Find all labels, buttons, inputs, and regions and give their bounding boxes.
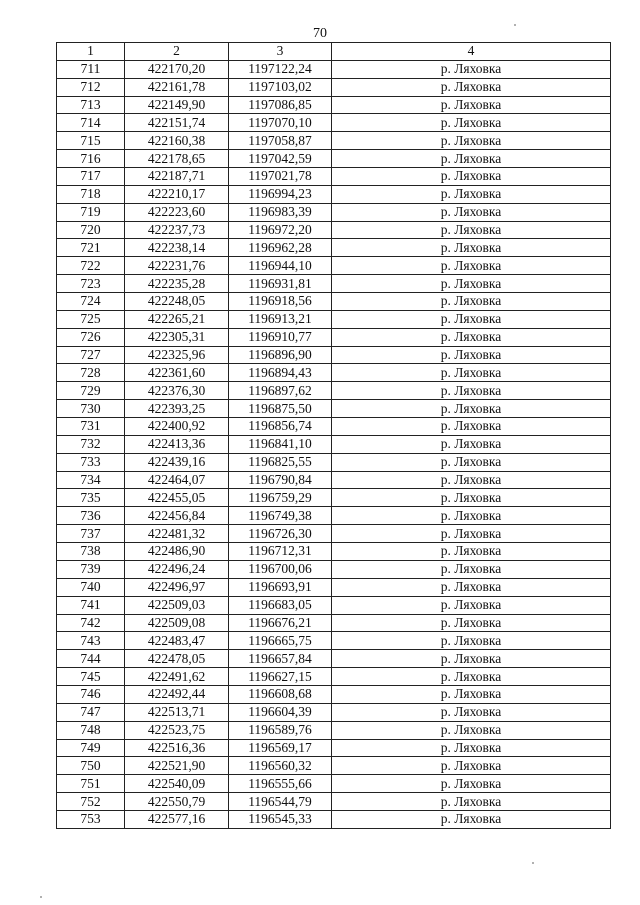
description-cell: р. Ляховка	[332, 668, 611, 686]
description-cell: р. Ляховка	[332, 310, 611, 328]
table-row	[57, 471, 611, 489]
point-number-cell: 742	[57, 614, 125, 632]
table-row	[57, 543, 611, 561]
point-number-cell: 723	[57, 275, 125, 293]
description-cell: р. Ляховка	[332, 489, 611, 507]
description-cell: р. Ляховка	[332, 596, 611, 614]
point-number-cell: 734	[57, 471, 125, 489]
page-number: 70	[313, 26, 327, 41]
x-coordinate-cell: 422439,16	[125, 453, 229, 471]
description-cell: р. Ляховка	[332, 739, 611, 757]
point-number-cell: 729	[57, 382, 125, 400]
x-coordinate-cell: 422550,79	[125, 793, 229, 811]
y-coordinate-cell: 1196875,50	[229, 400, 332, 418]
table-header-row	[57, 43, 611, 61]
point-number-cell: 740	[57, 578, 125, 596]
description-cell: р. Ляховка	[332, 703, 611, 721]
table-row	[57, 150, 611, 168]
y-coordinate-cell: 1197086,85	[229, 96, 332, 114]
point-number-cell: 730	[57, 400, 125, 418]
x-coordinate-cell: 422248,05	[125, 293, 229, 311]
x-coordinate-cell: 422161,78	[125, 78, 229, 96]
x-coordinate-cell: 422478,05	[125, 650, 229, 668]
point-number-cell: 736	[57, 507, 125, 525]
x-coordinate-cell: 422210,17	[125, 185, 229, 203]
y-coordinate-cell: 1196759,29	[229, 489, 332, 507]
point-number-cell: 712	[57, 78, 125, 96]
y-coordinate-cell: 1196589,76	[229, 721, 332, 739]
x-coordinate-cell: 422509,08	[125, 614, 229, 632]
table-row	[57, 78, 611, 96]
x-coordinate-cell: 422577,16	[125, 810, 229, 828]
y-coordinate-cell: 1196683,05	[229, 596, 332, 614]
point-number-cell: 721	[57, 239, 125, 257]
table-row	[57, 721, 611, 739]
point-number-cell: 748	[57, 721, 125, 739]
x-coordinate-cell: 422325,96	[125, 346, 229, 364]
description-cell: р. Ляховка	[332, 150, 611, 168]
point-number-cell: 727	[57, 346, 125, 364]
y-coordinate-cell: 1196693,91	[229, 578, 332, 596]
point-number-cell: 719	[57, 203, 125, 221]
table-row	[57, 453, 611, 471]
table-row	[57, 364, 611, 382]
description-cell: р. Ляховка	[332, 614, 611, 632]
y-coordinate-cell: 1196604,39	[229, 703, 332, 721]
point-number-cell: 725	[57, 310, 125, 328]
table-row	[57, 668, 611, 686]
description-cell: р. Ляховка	[332, 293, 611, 311]
y-coordinate-cell: 1196931,81	[229, 275, 332, 293]
description-cell: р. Ляховка	[332, 78, 611, 96]
point-number-cell: 744	[57, 650, 125, 668]
table-row	[57, 275, 611, 293]
y-coordinate-cell: 1196712,31	[229, 543, 332, 561]
point-number-cell: 720	[57, 221, 125, 239]
point-number-cell: 718	[57, 185, 125, 203]
point-number-cell: 752	[57, 793, 125, 811]
table-row	[57, 96, 611, 114]
x-coordinate-cell: 422483,47	[125, 632, 229, 650]
point-number-cell: 732	[57, 435, 125, 453]
point-number-cell: 741	[57, 596, 125, 614]
description-cell: р. Ляховка	[332, 96, 611, 114]
table-row	[57, 203, 611, 221]
description-cell: р. Ляховка	[332, 650, 611, 668]
y-coordinate-cell: 1196994,23	[229, 185, 332, 203]
table-row	[57, 239, 611, 257]
description-cell: р. Ляховка	[332, 185, 611, 203]
x-coordinate-cell: 422496,97	[125, 578, 229, 596]
y-coordinate-cell: 1196555,66	[229, 775, 332, 793]
x-coordinate-cell: 422540,09	[125, 775, 229, 793]
description-cell: р. Ляховка	[332, 132, 611, 150]
y-coordinate-cell: 1196608,68	[229, 685, 332, 703]
y-coordinate-cell: 1197122,24	[229, 60, 332, 78]
description-cell: р. Ляховка	[332, 810, 611, 828]
x-coordinate-cell: 422513,71	[125, 703, 229, 721]
x-coordinate-cell: 422464,07	[125, 471, 229, 489]
x-coordinate-cell: 422509,03	[125, 596, 229, 614]
point-number-cell: 717	[57, 168, 125, 186]
x-coordinate-cell: 422376,30	[125, 382, 229, 400]
point-number-cell: 716	[57, 150, 125, 168]
x-coordinate-cell: 422455,05	[125, 489, 229, 507]
scan-speck	[40, 896, 42, 898]
y-coordinate-cell: 1196700,06	[229, 560, 332, 578]
description-cell: р. Ляховка	[332, 757, 611, 775]
column-header-4: 4	[332, 43, 611, 61]
description-cell: р. Ляховка	[332, 721, 611, 739]
y-coordinate-cell: 1196897,62	[229, 382, 332, 400]
table-row	[57, 310, 611, 328]
point-number-cell: 733	[57, 453, 125, 471]
coordinates-table	[56, 42, 611, 829]
point-number-cell: 737	[57, 525, 125, 543]
x-coordinate-cell: 422170,20	[125, 60, 229, 78]
table-row	[57, 614, 611, 632]
y-coordinate-cell: 1196560,32	[229, 757, 332, 775]
description-cell: р. Ляховка	[332, 435, 611, 453]
table-body	[57, 60, 611, 828]
table-row	[57, 560, 611, 578]
point-number-cell: 728	[57, 364, 125, 382]
table-row	[57, 757, 611, 775]
point-number-cell: 715	[57, 132, 125, 150]
table-row	[57, 328, 611, 346]
x-coordinate-cell: 422361,60	[125, 364, 229, 382]
x-coordinate-cell: 422521,90	[125, 757, 229, 775]
description-cell: р. Ляховка	[332, 257, 611, 275]
y-coordinate-cell: 1197021,78	[229, 168, 332, 186]
table-row	[57, 418, 611, 436]
y-coordinate-cell: 1196676,21	[229, 614, 332, 632]
point-number-cell: 743	[57, 632, 125, 650]
scan-speck	[532, 862, 534, 864]
x-coordinate-cell: 422187,71	[125, 168, 229, 186]
point-number-cell: 714	[57, 114, 125, 132]
x-coordinate-cell: 422178,65	[125, 150, 229, 168]
y-coordinate-cell: 1196856,74	[229, 418, 332, 436]
description-cell: р. Ляховка	[332, 543, 611, 561]
x-coordinate-cell: 422238,14	[125, 239, 229, 257]
table-row	[57, 185, 611, 203]
y-coordinate-cell: 1196918,56	[229, 293, 332, 311]
x-coordinate-cell: 422305,31	[125, 328, 229, 346]
description-cell: р. Ляховка	[332, 471, 611, 489]
x-coordinate-cell: 422413,36	[125, 435, 229, 453]
description-cell: р. Ляховка	[332, 275, 611, 293]
y-coordinate-cell: 1196569,17	[229, 739, 332, 757]
table-row	[57, 578, 611, 596]
y-coordinate-cell: 1196983,39	[229, 203, 332, 221]
y-coordinate-cell: 1197103,02	[229, 78, 332, 96]
table-row	[57, 114, 611, 132]
x-coordinate-cell: 422149,90	[125, 96, 229, 114]
x-coordinate-cell: 422231,76	[125, 257, 229, 275]
description-cell: р. Ляховка	[332, 328, 611, 346]
column-header-3: 3	[229, 43, 332, 61]
table-row	[57, 793, 611, 811]
table-row	[57, 382, 611, 400]
description-cell: р. Ляховка	[332, 239, 611, 257]
point-number-cell: 711	[57, 60, 125, 78]
point-number-cell: 747	[57, 703, 125, 721]
point-number-cell: 724	[57, 293, 125, 311]
description-cell: р. Ляховка	[332, 578, 611, 596]
table-row	[57, 775, 611, 793]
point-number-cell: 753	[57, 810, 125, 828]
table-row	[57, 650, 611, 668]
table-row	[57, 507, 611, 525]
y-coordinate-cell: 1196627,15	[229, 668, 332, 686]
description-cell: р. Ляховка	[332, 168, 611, 186]
table-row	[57, 632, 611, 650]
table-row	[57, 168, 611, 186]
point-number-cell: 735	[57, 489, 125, 507]
description-cell: р. Ляховка	[332, 364, 611, 382]
column-header-1: 1	[57, 43, 125, 61]
x-coordinate-cell: 422486,90	[125, 543, 229, 561]
description-cell: р. Ляховка	[332, 525, 611, 543]
table-row	[57, 525, 611, 543]
y-coordinate-cell: 1197042,59	[229, 150, 332, 168]
table-row	[57, 703, 611, 721]
y-coordinate-cell: 1196545,33	[229, 810, 332, 828]
y-coordinate-cell: 1196841,10	[229, 435, 332, 453]
table-row	[57, 685, 611, 703]
y-coordinate-cell: 1196790,84	[229, 471, 332, 489]
table-row	[57, 489, 611, 507]
description-cell: р. Ляховка	[332, 418, 611, 436]
x-coordinate-cell: 422492,44	[125, 685, 229, 703]
table-row	[57, 293, 611, 311]
point-number-cell: 713	[57, 96, 125, 114]
description-cell: р. Ляховка	[332, 203, 611, 221]
table-row	[57, 257, 611, 275]
x-coordinate-cell: 422237,73	[125, 221, 229, 239]
x-coordinate-cell: 422481,32	[125, 525, 229, 543]
x-coordinate-cell: 422151,74	[125, 114, 229, 132]
point-number-cell: 746	[57, 685, 125, 703]
scan-speck	[514, 24, 516, 26]
description-cell: р. Ляховка	[332, 453, 611, 471]
y-coordinate-cell: 1196896,90	[229, 346, 332, 364]
y-coordinate-cell: 1196962,28	[229, 239, 332, 257]
point-number-cell: 738	[57, 543, 125, 561]
y-coordinate-cell: 1196544,79	[229, 793, 332, 811]
description-cell: р. Ляховка	[332, 560, 611, 578]
description-cell: р. Ляховка	[332, 793, 611, 811]
point-number-cell: 731	[57, 418, 125, 436]
description-cell: р. Ляховка	[332, 221, 611, 239]
table-row	[57, 400, 611, 418]
y-coordinate-cell: 1196726,30	[229, 525, 332, 543]
table-row	[57, 435, 611, 453]
point-number-cell: 739	[57, 560, 125, 578]
table-row	[57, 810, 611, 828]
x-coordinate-cell: 422523,75	[125, 721, 229, 739]
table-row	[57, 60, 611, 78]
x-coordinate-cell: 422223,60	[125, 203, 229, 221]
description-cell: р. Ляховка	[332, 632, 611, 650]
point-number-cell: 751	[57, 775, 125, 793]
x-coordinate-cell: 422516,36	[125, 739, 229, 757]
x-coordinate-cell: 422491,62	[125, 668, 229, 686]
description-cell: р. Ляховка	[332, 775, 611, 793]
table-row	[57, 221, 611, 239]
x-coordinate-cell: 422160,38	[125, 132, 229, 150]
y-coordinate-cell: 1196944,10	[229, 257, 332, 275]
y-coordinate-cell: 1196894,43	[229, 364, 332, 382]
x-coordinate-cell: 422400,92	[125, 418, 229, 436]
description-cell: р. Ляховка	[332, 382, 611, 400]
description-cell: р. Ляховка	[332, 114, 611, 132]
y-coordinate-cell: 1197058,87	[229, 132, 332, 150]
x-coordinate-cell: 422235,28	[125, 275, 229, 293]
table-row	[57, 132, 611, 150]
x-coordinate-cell: 422456,84	[125, 507, 229, 525]
description-cell: р. Ляховка	[332, 400, 611, 418]
y-coordinate-cell: 1196749,38	[229, 507, 332, 525]
point-number-cell: 722	[57, 257, 125, 275]
x-coordinate-cell: 422496,24	[125, 560, 229, 578]
table-row	[57, 739, 611, 757]
description-cell: р. Ляховка	[332, 685, 611, 703]
description-cell: р. Ляховка	[332, 507, 611, 525]
y-coordinate-cell: 1196665,75	[229, 632, 332, 650]
x-coordinate-cell: 422265,21	[125, 310, 229, 328]
x-coordinate-cell: 422393,25	[125, 400, 229, 418]
point-number-cell: 745	[57, 668, 125, 686]
y-coordinate-cell: 1196913,21	[229, 310, 332, 328]
y-coordinate-cell: 1196657,84	[229, 650, 332, 668]
y-coordinate-cell: 1196825,55	[229, 453, 332, 471]
y-coordinate-cell: 1196910,77	[229, 328, 332, 346]
column-header-2: 2	[125, 43, 229, 61]
y-coordinate-cell: 1196972,20	[229, 221, 332, 239]
table-row	[57, 346, 611, 364]
point-number-cell: 750	[57, 757, 125, 775]
point-number-cell: 726	[57, 328, 125, 346]
y-coordinate-cell: 1197070,10	[229, 114, 332, 132]
point-number-cell: 749	[57, 739, 125, 757]
description-cell: р. Ляховка	[332, 346, 611, 364]
description-cell: р. Ляховка	[332, 60, 611, 78]
table-row	[57, 596, 611, 614]
